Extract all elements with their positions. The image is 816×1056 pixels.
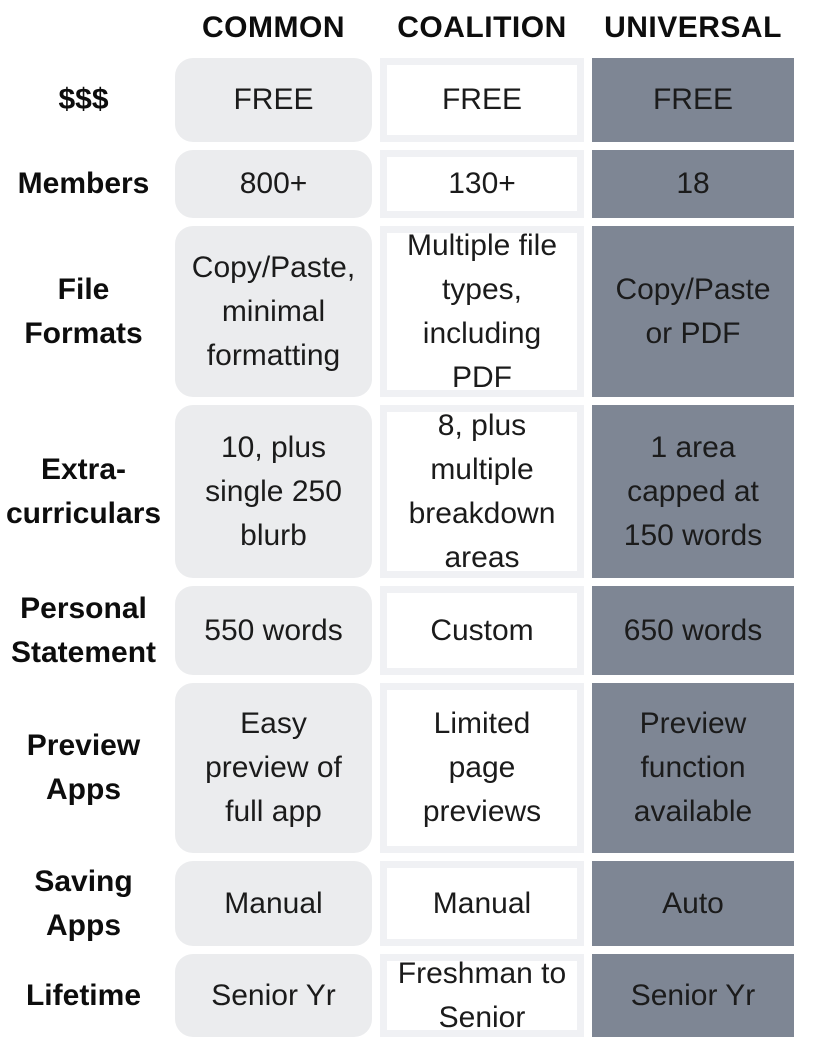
row-label-extracurriculars: Extra-curriculars: [5, 452, 162, 530]
column-header-common: COMMON: [202, 11, 345, 44]
cell-extracurriculars-universal: 1 area capped at 150 words: [592, 405, 794, 578]
cell-members-universal: 18: [592, 150, 794, 218]
cell-file-formats-common: Copy/Paste, minimal formatting: [175, 226, 372, 397]
cell-members-common: 800+: [175, 150, 372, 218]
row-label-price: $$$: [58, 83, 109, 116]
cell-file-formats-coalition: Multiple file types, including PDF: [380, 226, 584, 397]
cell-personal-statement-common: 550 words: [175, 586, 372, 675]
row-label-personal-statement: Personal Statement: [10, 591, 157, 669]
row-label-saving-apps: Saving Apps: [34, 864, 133, 942]
cell-price-universal: FREE: [592, 58, 794, 142]
cell-saving-apps-universal: Auto: [592, 861, 794, 946]
row-label-file-formats: File Formats: [24, 272, 143, 350]
cell-members-coalition: 130+: [380, 150, 584, 218]
cell-saving-apps-common: Manual: [175, 861, 372, 946]
cell-preview-apps-coalition: Limited page previews: [380, 683, 584, 853]
cell-preview-apps-common: Easy preview of full app: [175, 683, 372, 853]
row-label-members: Members: [17, 167, 150, 200]
cell-extracurriculars-coalition: 8, plus multiple breakdown areas: [380, 405, 584, 578]
column-header-universal: UNIVERSAL: [604, 11, 782, 44]
cell-file-formats-universal: Copy/Paste or PDF: [592, 226, 794, 397]
cell-price-coalition: FREE: [380, 58, 584, 142]
cell-lifetime-coalition: Freshman to Senior: [380, 954, 584, 1037]
cell-extracurriculars-common: 10, plus single 250 blurb: [175, 405, 372, 578]
cell-personal-statement-coalition: Custom: [380, 586, 584, 675]
cell-preview-apps-universal: Preview function available: [592, 683, 794, 853]
cell-lifetime-universal: Senior Yr: [592, 954, 794, 1037]
corner-spacer: [0, 6, 167, 50]
row-label-preview-apps: Preview Apps: [26, 729, 141, 806]
cell-personal-statement-universal: 650 words: [592, 586, 794, 675]
cell-lifetime-common: Senior Yr: [175, 954, 372, 1037]
column-header-coalition: COALITION: [397, 11, 567, 44]
row-label-lifetime: Lifetime: [25, 978, 142, 1012]
cell-saving-apps-coalition: Manual: [380, 861, 584, 946]
cell-price-common: FREE: [175, 58, 372, 142]
